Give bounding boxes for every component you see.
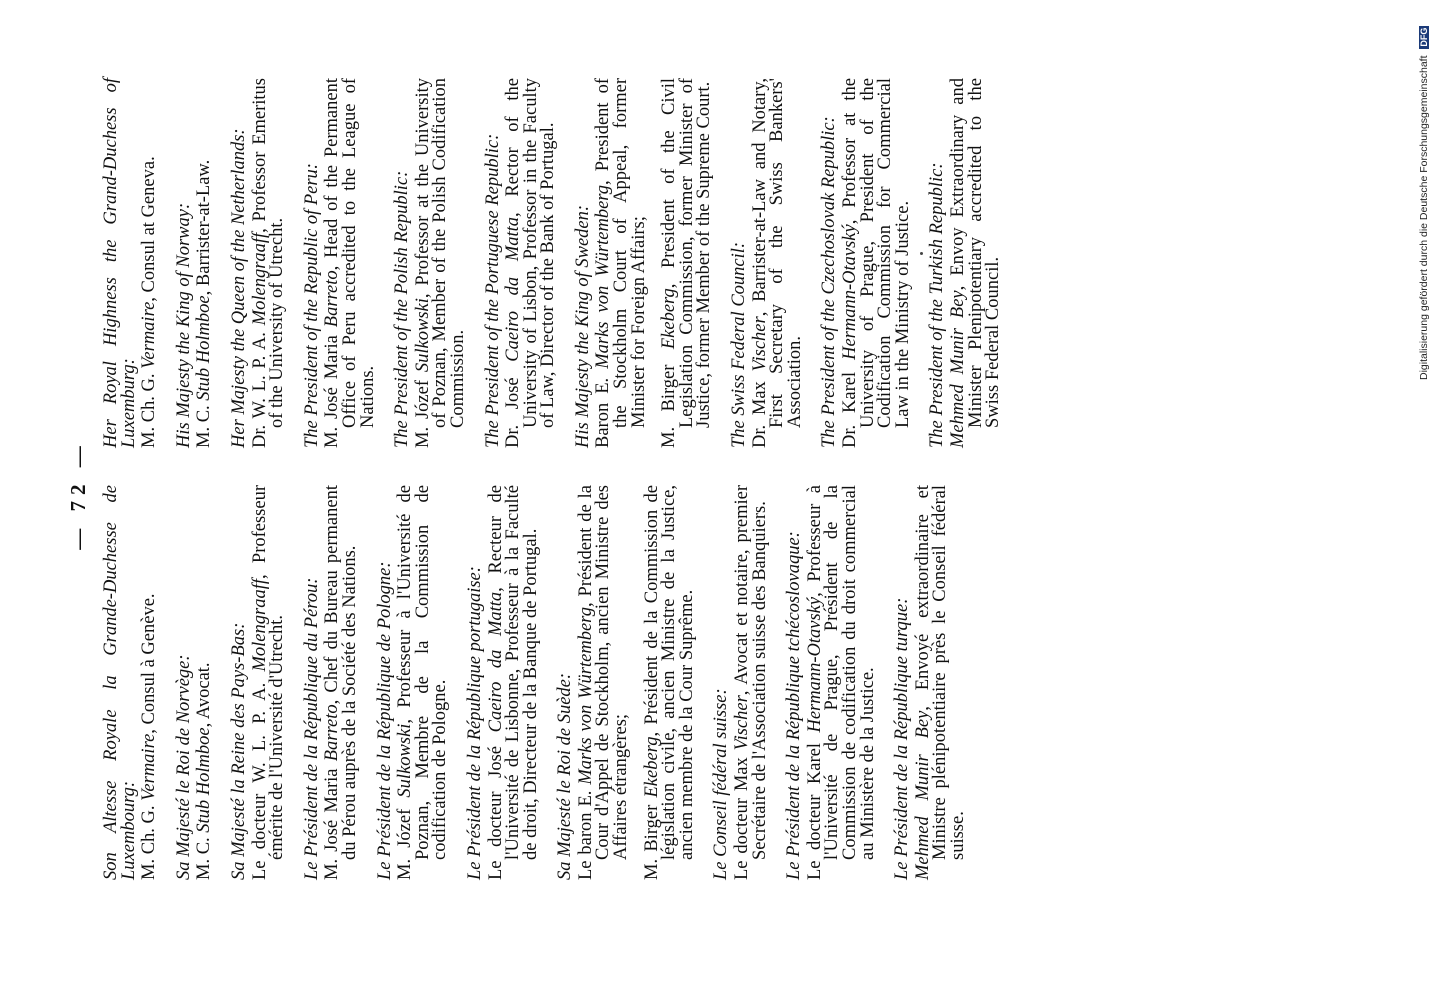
delegate-prefix: M. C.: [194, 400, 215, 448]
delegate-entry: [557, 485, 630, 880]
delegate-name: Caeiro da Matta: [485, 591, 506, 733]
sovereign-heading: Son Altesse Royale la Grande-Duchesse de Luxembourg:: [101, 485, 139, 880]
delegate-name: Barreto: [322, 704, 343, 762]
footer-text: Digitalisierung gefördert durch die Deutsche Forschungsgemeinschaft: [1418, 55, 1430, 380]
delegate-entry: [464, 485, 541, 880]
delegate-description: [196, 485, 214, 880]
scan-speck: [920, 252, 923, 255]
delegate-entry: [713, 485, 769, 880]
delegate-name: Sulkowski: [412, 298, 433, 373]
delegate-name: Marks von Würtemberg: [575, 607, 596, 785]
delegate-description: [595, 78, 648, 448]
delegate-prefix: M. Ch. G.: [139, 800, 160, 880]
delegate-title: , Recteur de l'Université de Lisbonne, Professeur à la Faculté de droit, Directeur de la Banque de Portugal.: [485, 485, 541, 860]
delegate-entry: [173, 485, 215, 880]
delegate-name: Hermann-Otavský: [840, 224, 860, 360]
delegate-entry: [374, 485, 451, 880]
delegate-name: Vischer: [749, 316, 770, 372]
delegate-name: Vermaire: [139, 301, 160, 369]
delegate-description: [196, 78, 214, 448]
delegate-prefix: Le docteur José: [485, 732, 506, 880]
sovereign-heading: Her Royal Highness the Grand-Duchess of Luxemburg:: [101, 78, 139, 448]
delegate-entry: [228, 484, 288, 880]
delegate-title: , Avocat et notaire, premier Secrétaire de l'Association suisse des Banquiers.: [732, 485, 770, 860]
delegate-entry: [661, 78, 714, 448]
delegate-description: [249, 78, 288, 448]
delegate-entry: [103, 485, 159, 880]
sovereign-heading: Le Président de la République turque:: [892, 597, 913, 880]
delegate-prefix: Le docteur Max: [732, 750, 753, 880]
delegate-entry: [228, 78, 288, 448]
delegate-name: Mehmed Munir Bey: [947, 290, 968, 448]
delegate-title: , Chef du Bureau permanent du Pérou auprès de la Société des Nations.: [322, 485, 360, 860]
delegate-prefix: Le docteur Karel: [804, 732, 825, 880]
delegate-description: [947, 78, 1004, 448]
delegate-name: Sulkowski: [395, 723, 416, 798]
delegate-entry: [301, 78, 378, 448]
delegate-name: Stub Holmboe: [194, 295, 215, 401]
dfg-logo: DFG: [1419, 27, 1429, 47]
delegate-entry: [482, 78, 559, 448]
delegate-name: Molengraaff: [249, 232, 270, 326]
sovereign-heading: Le Conseil fédéral suisse:: [711, 688, 732, 880]
delegate-description: [324, 485, 359, 880]
delegate-name: Ekeberg: [641, 736, 662, 798]
delegate-entry: [301, 485, 360, 880]
sovereign-heading: The President of the Republic of Peru:: [301, 163, 322, 448]
french-column: [103, 485, 985, 880]
sovereign-heading: His Majesty the King of Norway:: [173, 202, 194, 448]
page-number-dash-right: —: [66, 440, 90, 468]
delegate-title: , Professor at the University of Poznan, Member of the Polish Codification Commission.: [412, 77, 468, 428]
sovereign-heading: Le Président de la République de Pologne:: [374, 561, 395, 880]
delegate-prefix: M. C.: [194, 832, 215, 880]
delegate-prefix: M. Józef: [412, 372, 433, 448]
delegate-name: Caeiro da Matta: [503, 216, 524, 362]
delegate-description: [641, 485, 697, 880]
delegate-title: , Consul at Geneva.: [139, 156, 160, 302]
delegate-description: [397, 485, 450, 880]
sovereign-heading: His Majesty the King of Sweden:: [572, 204, 593, 448]
delegate-entry: [103, 78, 159, 448]
delegate-description: [505, 78, 558, 448]
delegate-prefix: Baron E.: [593, 368, 614, 448]
delegate-description: [749, 77, 805, 448]
sovereign-heading: The President of the Polish Republic:: [392, 170, 413, 448]
delegate-prefix: M. Józef: [395, 797, 416, 880]
delegate-title: , Avocat.: [194, 662, 215, 728]
sovereign-heading: Le Président de la République portugaise:: [464, 566, 485, 880]
delegate-title: , Professeur à l'Université de Poznan, Membre de la Commission de codification de Pologne.: [395, 485, 451, 860]
delegate-entry: [894, 485, 967, 880]
sovereign-heading: Le Président de la République du Pérou:: [301, 577, 322, 880]
delegate-entry: [731, 78, 804, 448]
sovereign-heading: Sa Majesté le Roi de Suède:: [555, 672, 576, 880]
delegate-name: Vischer: [732, 695, 753, 751]
sovereign-heading: Sa Majesté la Reine des Pays-Bas:: [228, 622, 249, 880]
delegate-name: Stub Holmboe: [194, 727, 215, 833]
delegate-title: , Envoy Extraordinary and Minister Plenipotentiary accredited to the Swiss Federal Council.: [947, 78, 1004, 428]
page-number-value: 72: [66, 478, 90, 512]
delegate-title: , Barrister-at-Law.: [194, 159, 215, 296]
delegate-title: , Rector of the University of Lisbon, Professor in the Faculty of Law, Director of the Bank of Portugal.: [503, 78, 559, 428]
sovereign-heading: The Swiss Federal Council:: [729, 241, 750, 448]
delegate-entry: [394, 78, 467, 448]
sovereign-heading: The President of the Czechoslovak Republic:: [819, 116, 840, 448]
delegate-name: Vermaire: [139, 733, 160, 801]
delegate-prefix: Dr. José: [503, 361, 524, 448]
delegate-prefix: M. José Maria: [322, 327, 343, 448]
delegate-entry: [641, 485, 697, 880]
delegate-title: , Président de la Commission de législation civile, ancien Ministre de la Justice, ancien membre de la Cour Suprême.: [641, 485, 697, 860]
delegate-entry: [929, 78, 1002, 448]
delegate-title: , Consul à Genève.: [139, 593, 160, 734]
delegate-title: , Professeur à l'Université de Prague, Président de la Commission de codification du droit commercial au Ministère de la Justice.: [804, 485, 878, 860]
delegate-title: , President of the Civil Legislation Commission, former Minister of Justice, former Member of the Supreme Court.: [659, 78, 715, 428]
delegate-description: [141, 485, 159, 880]
delegate-prefix: M. José Maria: [322, 761, 343, 880]
delegate-title: , Professor at the University of Prague, President of the Codification Commission for Commercial Law in the Ministry of Justice.: [840, 78, 913, 428]
delegate-prefix: M. Birger: [641, 797, 662, 880]
delegate-name: Ekeberg: [659, 288, 680, 350]
delegate-description: [734, 485, 769, 880]
delegate-name: Molengraaff: [249, 579, 270, 672]
delegate-title: , Professor Emeritus of the University of Utrecht.: [249, 78, 288, 428]
delegate-prefix: Le baron E.: [575, 784, 596, 880]
delegate-entry: [572, 78, 649, 448]
delegate-description: [412, 77, 468, 448]
delegate-entry: [821, 78, 912, 448]
delegate-name: Hermann-Otavský: [804, 596, 825, 733]
delegate-title: , Professeur émérite de l'Université d'Utrecht.: [249, 484, 288, 860]
delegate-description: [804, 485, 878, 880]
delegate-description: [324, 78, 377, 448]
delegate-prefix: Dr. W. L. P. A.: [249, 325, 270, 448]
delegate-title: , President of the Stockholm Court of Appeal, former Minister for Foreign Affairs;: [593, 78, 649, 428]
delegate-prefix: M. Ch. G.: [139, 368, 160, 448]
delegate-title: , Barrister-at-Law and Notary, First Secretary of the Swiss Bankers' Association.: [749, 77, 805, 428]
delegate-prefix: Le docteur W. L. P. A.: [249, 671, 270, 880]
digitization-footer: [1418, 0, 1430, 380]
delegate-prefix: Dr. Max: [749, 371, 770, 448]
delegate-entry: [173, 78, 215, 448]
sovereign-heading: The President of the Turkish Republic:: [927, 162, 948, 448]
sovereign-heading: Le Président de la République tchécoslovaque:: [784, 531, 805, 880]
delegate-title: , Envoyé extraordinaire et Ministre plénipotentiaire près le Conseil fédéral suisse.: [912, 484, 968, 860]
english-column: [103, 78, 1020, 448]
page-number: [66, 410, 91, 580]
sovereign-heading: The President of the Portuguese Republic:: [482, 133, 503, 448]
delegate-prefix: Dr. Karel: [840, 359, 860, 448]
delegate-title: , Head of the Permanent Office of Peru accredited to the League of Nations.: [322, 78, 378, 428]
delegate-description: [485, 485, 541, 880]
delegate-title: , Président de la Cour d'Appel de Stockholm, ancien Ministre des Affaires étrangères;: [575, 484, 632, 860]
sovereign-heading: Her Majesty the Queen of the Netherlands:: [228, 128, 249, 448]
delegate-description: [842, 78, 912, 448]
delegate-name: Mehmed Munir Bey: [912, 710, 933, 880]
sovereign-heading: Sa Majesté le Roi de Norvège:: [173, 654, 194, 880]
delegate-description: [249, 484, 288, 880]
delegate-description: [141, 78, 159, 448]
delegate-description: [661, 78, 714, 448]
delegate-description: [575, 484, 632, 880]
delegate-name: Barreto: [322, 270, 343, 328]
delegate-prefix: M. Birger: [659, 349, 680, 448]
delegate-description: [912, 484, 968, 880]
page-number-dash-left: —: [66, 522, 90, 550]
delegate-name: Marks von Würtemberg: [593, 184, 614, 369]
delegate-entry: [786, 485, 877, 880]
